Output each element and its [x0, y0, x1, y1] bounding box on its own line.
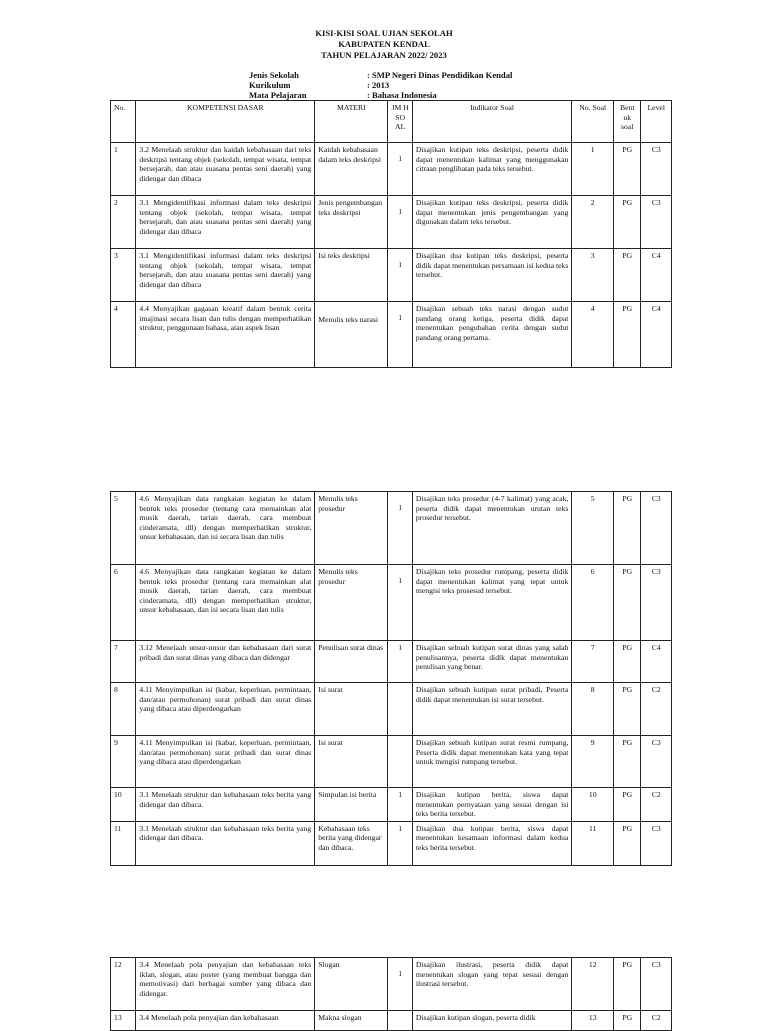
cell-indikator: Disajikan kutipan teks deskripsi, peserta didik dapat menentukan jenis pengembangan yang digunakan dalam teks tersebut. — [412, 196, 572, 249]
cell-no-soal: 1 — [572, 143, 614, 196]
cell-no: 13 — [111, 1011, 136, 1031]
cell-no-soal: 5 — [572, 492, 614, 565]
cell-no: 12 — [111, 958, 136, 1011]
cell-no-soal: 13 — [572, 1011, 614, 1031]
cell-bentuk: PG — [614, 736, 641, 788]
cell-no-soal: 6 — [572, 565, 614, 641]
cell-indikator: Disajikan sebuah teks narasi dengan sudut pandang orang ketiga, peserta didik dapat menentukan pengubahan cerita dengan sudut pandang orang pertama. — [412, 302, 572, 368]
meta-label: Jenis Sekolah — [249, 70, 299, 80]
cell-bentuk: PG — [614, 249, 641, 302]
cell-jmh — [388, 736, 412, 788]
cell-no: 1 — [111, 143, 136, 196]
cell-kd: 3.1 Mengidentifikasi informasi dalam teks deskripsi tentang objek (sekolah, tempat wisata, tempat bersejarah, dan atau suasana pentas seni daerah) yang didengar dan dibaca — [136, 196, 315, 249]
table-row — [111, 565, 672, 641]
cell-indikator: Disajikan teks prosedur rumpang, peserta didik dapat menentukan kalimat yang tepat untuk mengisi teks prosesud tersebut. — [412, 565, 572, 641]
cell-level: C3 — [641, 565, 672, 641]
table-row — [111, 143, 672, 196]
cell-indikator: Disajikan dua kutipan berita, siswa dapat menentukan kesamaan informasi dalam kedua teks berita tersebut. — [412, 821, 572, 865]
cell-kd: 3.4 Menelaah pola penyajian dan kebahasaan — [136, 1011, 315, 1031]
cell-indikator: Disajikan dua kutipan teks deskripsi, peserta didik dapat menentukan persamaan isi kedua teks tersebut. — [412, 249, 572, 302]
cell-bentuk: PG — [614, 821, 641, 865]
cell-bentuk: PG — [614, 492, 641, 565]
cell-materi: Isi teks deskripsi — [315, 249, 388, 302]
meta-label: Kurikulum — [249, 80, 291, 90]
meta-label: Mata Pelajaran — [249, 90, 307, 100]
cell-jmh: 1 — [388, 565, 412, 641]
cell-kd: 4.11 Menyimpulkan isi (kabar, keperluan, permintaan, dan/atau permohonan) surat pribadi dan surat dinas yang dibaca atau diperdengarkan — [136, 683, 315, 736]
cell-kd: 4.6 Menyajikan data rangkaian kegiatan ke dalam bentuk teks prosedur (tentang cara memainkan alat musik daerah, tarian daerah, cara membuat cinderamata, dll) dengan memperhatikan struktur, unsur kebahasaan, dan isi secara lisan dan tulis — [136, 492, 315, 565]
cell-level: C3 — [641, 821, 672, 865]
cell-level: C2 — [641, 788, 672, 822]
cell-indikator: Disajikan sebuah kutipan surat resmi rumpang, Peserta didik dapat menentukan kata yang tepat untuk mengisi rumpang tersebut. — [412, 736, 572, 788]
cell-materi: Menulis teks prosedur — [315, 565, 388, 641]
cell-indikator: Disajikan kutipan slogan, peserta didik — [412, 1011, 572, 1031]
cell-jmh: 1 — [388, 249, 412, 302]
cell-jmh — [388, 1011, 412, 1031]
cell-jmh: 1 — [388, 302, 412, 368]
cell-kd: 3.1 Menelaah struktur dan kebahasaan teks berita yang didengar dan dibaca. — [136, 788, 315, 822]
cell-no: 5 — [111, 492, 136, 565]
cell-no: 7 — [111, 641, 136, 683]
table-header-row — [111, 101, 672, 143]
cell-jmh: 1 — [388, 641, 412, 683]
cell-kd: 3.2 Menelaah struktur dan kaidah kebahasaan dari teks deskripsi tentang objek (sekolah, tempat wisata, tempat bersejarah, dan atau suasana pentas seni daerah) yang didengar dan dibaca — [136, 143, 315, 196]
table-row — [111, 641, 672, 683]
cell-kd: 3.1 Menelaah struktur dan kebahasaan teks berita yang didengar dan dibaca. — [136, 821, 315, 865]
cell-bentuk: PG — [614, 1011, 641, 1031]
meta-value: : SMP Negeri Dinas Pendidikan Kendal — [367, 70, 513, 80]
table-row — [111, 302, 672, 368]
cell-level: C3 — [641, 958, 672, 1011]
cell-no-soal: 8 — [572, 683, 614, 736]
cell-materi: Makna slogan — [315, 1011, 388, 1031]
cell-bentuk: PG — [614, 958, 641, 1011]
cell-no: 10 — [111, 788, 136, 822]
col-header-jmh: JM H SO AL — [388, 101, 412, 143]
cell-materi: Slogan — [315, 958, 388, 1011]
table-row — [111, 1011, 672, 1031]
col-header-level: Level — [641, 101, 672, 143]
cell-no: 2 — [111, 196, 136, 249]
cell-level: C3 — [641, 143, 672, 196]
cell-bentuk: PG — [614, 788, 641, 822]
cell-indikator: Disajikan sebuah kutipan surat pribadi, Peserta didik dapat menentukan isi surat tersebut. — [412, 683, 572, 736]
cell-indikator: Disajikan sebuah kutipan surat dinas yang salah penulisannya, peserta didik dapat menentukan penulisan yang benar. — [412, 641, 572, 683]
cell-level: C2 — [641, 1011, 672, 1031]
meta-value: : Bahasa Indonesia — [367, 90, 437, 100]
cell-no-soal: 4 — [572, 302, 614, 368]
cell-no: 11 — [111, 821, 136, 865]
cell-bentuk: PG — [614, 196, 641, 249]
cell-materi: Isi surat — [315, 736, 388, 788]
cell-kd: 3.1 Mengidentifikasi informasi dalam teks deskripsi tentang objek (sekolah, tempat wisata, tempat bersejarah, dan atau suasana pentas seni daerah) yang didengar dan dibaca — [136, 249, 315, 302]
cell-level: C4 — [641, 641, 672, 683]
doc-title-line1: KISI-KISI SOAL UJIAN SEKOLAH — [315, 28, 453, 38]
cell-jmh: 1 — [388, 143, 412, 196]
cell-indikator: Disajikan teks prosedur (4-7 kalimat) yang acak, peserta didik dapat menentukan urutan teks prosedur tersebut. — [412, 492, 572, 565]
cell-bentuk: PG — [614, 565, 641, 641]
cell-jmh: 1 — [388, 958, 412, 1011]
table-row — [111, 683, 672, 736]
meta-value: : 2013 — [367, 80, 390, 90]
cell-no: 9 — [111, 736, 136, 788]
cell-no-soal: 3 — [572, 249, 614, 302]
cell-materi: Menulis teks narasi — [315, 302, 388, 368]
cell-materi: Kebahasaan teks berita yang didengar dan dibaca. — [315, 821, 388, 865]
cell-jmh — [388, 683, 412, 736]
cell-no: 4 — [111, 302, 136, 368]
col-header-kd: KOMPETENSI DASAR — [136, 101, 315, 143]
cell-kd: 3.4 Menelaah pola penyajian dan kebahasaan teks iklan, slogan, atau poster (yang membuat bangga dan memotivasi) dari berbagai sumber yang dibaca dan didengar. — [136, 958, 315, 1011]
col-header-indikator: Indikator Soal — [412, 101, 572, 143]
cell-kd: 4.11 Menyimpulkan isi (kabar, keperluan, permintaan, dan/atau permohonan) surat pribadi dan surat dinas yang dibaca atau diperdengarkan — [136, 736, 315, 788]
cell-materi: Isi surat — [315, 683, 388, 736]
cell-no-soal: 10 — [572, 788, 614, 822]
kisi-kisi-table-part3 — [110, 957, 672, 1031]
cell-no-soal: 11 — [572, 821, 614, 865]
cell-jmh: 1 — [388, 492, 412, 565]
cell-indikator: Disajikan kutipan teks deskripsi, peserta didik dapat menentukan kalimat yang menggunakan citraan penglihatan pada teks tersebut. — [412, 143, 572, 196]
cell-bentuk: PG — [614, 683, 641, 736]
cell-level: C3 — [641, 736, 672, 788]
cell-no-soal: 7 — [572, 641, 614, 683]
cell-no: 6 — [111, 565, 136, 641]
cell-kd: 3.12 Menelaah unsur-unsur dan kebahasaan dari surat pribadi dan surat dinas yang dibaca dan didengar — [136, 641, 315, 683]
table-row — [111, 821, 672, 865]
cell-kd: 4.4 Menyajikan gagasan kreatif dalam bentuk cerita imajinasi secara lisan dan tulis dengan memperhatikan struktur, penggunaan bahasa, atau aspek lisan — [136, 302, 315, 368]
table-row — [111, 788, 672, 822]
cell-kd: 4.6 Menyajikan data rangkaian kegiatan ke dalam bentuk teks prosedur (tentang cara memainkan alat musik daerah, tarian daerah, cara membuat cinderamata, dll) dengan memperhatikan struktur, unsur kebahasaan, dan isi secara lisan dan tulis — [136, 565, 315, 641]
cell-jmh: 1 — [388, 788, 412, 822]
cell-level: C4 — [641, 249, 672, 302]
table-row — [111, 736, 672, 788]
meta-curriculum — [249, 80, 389, 90]
cell-indikator: Disajikan ilustrasi, peserta didik dapat menentukan slogan yang tepat sesuai dengan ilustrasi tersebut. — [412, 958, 572, 1011]
meta-subject — [249, 90, 437, 100]
cell-materi: Jenis pengembangan teks deskripsi — [315, 196, 388, 249]
meta-school — [249, 70, 512, 80]
cell-no-soal: 2 — [572, 196, 614, 249]
cell-level: C4 — [641, 302, 672, 368]
cell-level: C3 — [641, 196, 672, 249]
cell-jmh: 1 — [388, 821, 412, 865]
table-row — [111, 958, 672, 1011]
col-header-materi: MATERI — [315, 101, 388, 143]
doc-title-line2: KABUPATEN KENDAL — [338, 39, 430, 49]
table-row — [111, 492, 672, 565]
col-header-no-soal: No. Soal — [572, 101, 614, 143]
kisi-kisi-table-part2 — [110, 491, 672, 866]
cell-level: C3 — [641, 492, 672, 565]
cell-no: 3 — [111, 249, 136, 302]
cell-no-soal: 9 — [572, 736, 614, 788]
cell-bentuk: PG — [614, 641, 641, 683]
col-header-no: No. — [111, 101, 136, 143]
cell-indikator: Disajikan kutipan berita, siswa dapat menentukan pernyataan yang sesuai dengan isi teks berita tersebut. — [412, 788, 572, 822]
table-row — [111, 249, 672, 302]
cell-materi: Penulisan surat dinas — [315, 641, 388, 683]
kisi-kisi-table-part1 — [110, 100, 672, 368]
cell-bentuk: PG — [614, 143, 641, 196]
cell-materi: Simpulan isi berita — [315, 788, 388, 822]
cell-level: C2 — [641, 683, 672, 736]
cell-no: 8 — [111, 683, 136, 736]
col-header-bentuk: Bent uk soal — [614, 101, 641, 143]
table-row — [111, 196, 672, 249]
cell-materi: Kaidah kebahasaan dalam teks deskripsi — [315, 143, 388, 196]
cell-jmh: 1 — [388, 196, 412, 249]
cell-materi: Menulis teks prosedur — [315, 492, 388, 565]
doc-title-line3: TAHUN PELAJARAN 2022/ 2023 — [321, 50, 447, 60]
cell-no-soal: 12 — [572, 958, 614, 1011]
cell-bentuk: PG — [614, 302, 641, 368]
